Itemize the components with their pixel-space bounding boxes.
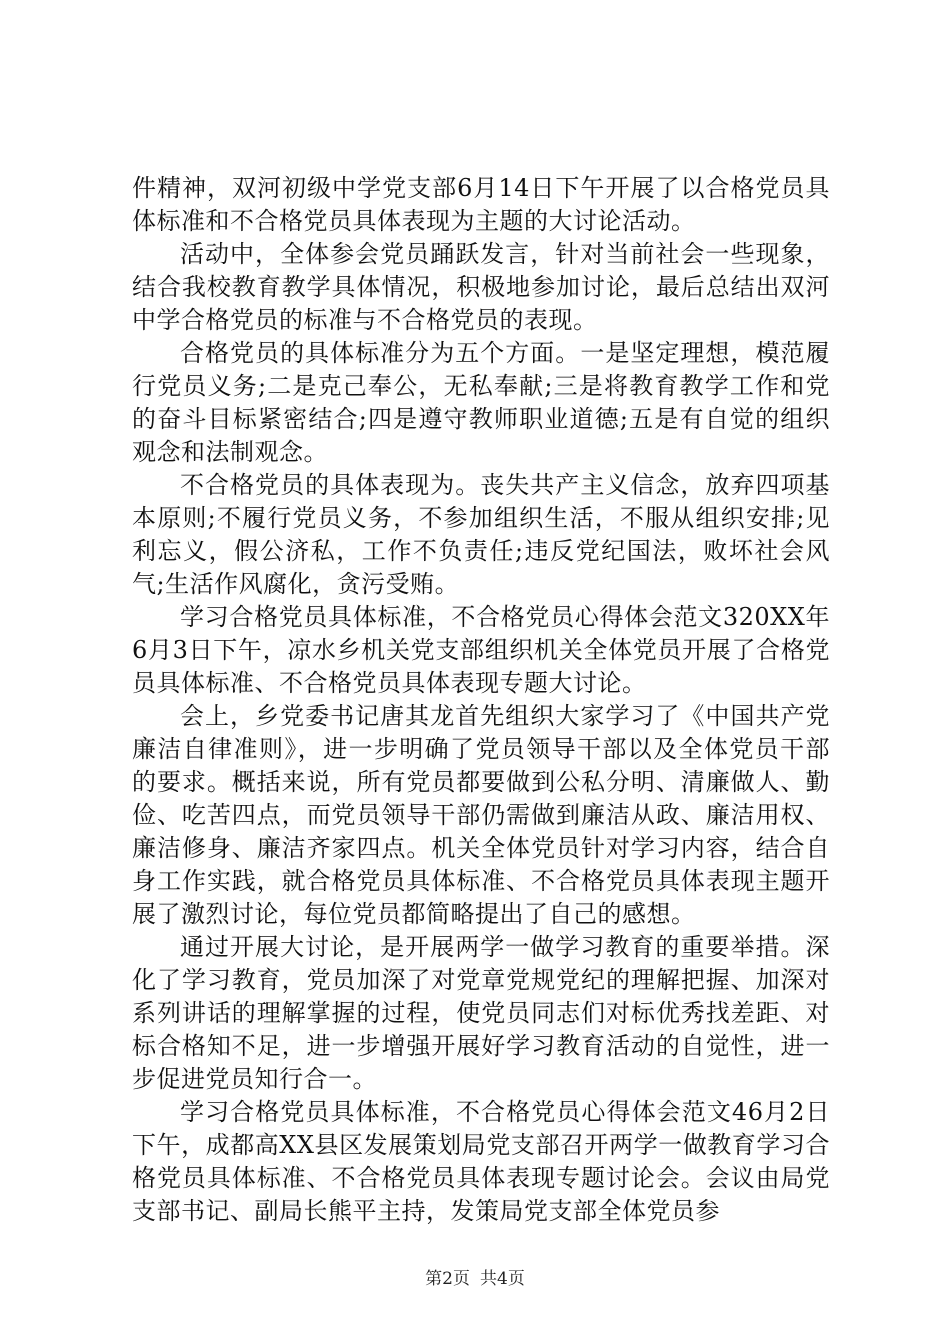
paragraph-6: 会上，乡党委书记唐其龙首先组织大家学习了《中国共产党廉洁自律准则》，进一步明确了党员领导干部以及全体党员干部的要求。概括来说，所有党员都要做到公私分明、清廉做人、勤俭、吃苦四点，而党员领导干部仍需做到廉洁从政、廉洁用权、廉洁修身、廉洁齐家四点。机关全体党员针对学习内容，结合自身工作实践，就合格党员具体标准、不合格党员具体表现主题开展了激烈讨论，每位党员都简略提出了自己的感想。 bbox=[132, 702, 830, 928]
paragraph-2: 活动中，全体参会党员踊跃发言，针对当前社会一些现象，结合我校教育教学具体情况，积极地参加讨论，最后总结出双河中学合格党员的标准与不合格党员的表现。 bbox=[132, 240, 830, 334]
paragraph-3: 合格党员的具体标准分为五个方面。一是坚定理想，模范履行党员义务;二是克己奉公，无私奉献;三是将教育教学工作和党的奋斗目标紧密结合;四是遵守教师职业道德;五是有自觉的组织观念和法制观念。 bbox=[132, 339, 830, 466]
page-footer bbox=[0, 1268, 950, 1290]
paragraph-8: 学习合格党员具体标准，不合格党员心得体会范文46月2日下午，成都高XX县区发展策划局党支部召开两学一做教育学习合格党员具体标准、不合格党员具体表现专题讨论会。会议由局党支部书记、副局长熊平主持，发策局党支部全体党员参 bbox=[132, 1098, 830, 1225]
page-total: 共4页 bbox=[480, 1269, 525, 1289]
paragraph-1: 件精神，双河初级中学党支部6月14日下午开展了以合格党员具体标准和不合格党员具体表现为主题的大讨论活动。 bbox=[132, 174, 830, 235]
page-number: 第2页 bbox=[425, 1269, 470, 1289]
paragraph-4: 不合格党员的具体表现为。丧失共产主义信念，放弃四项基本原则;不履行党员义务，不参加组织生活，不服从组织安排;见利忘义，假公济私，工作不负责任;违反党纪国法，败坏社会风气;生活作风腐化，贪污受贿。 bbox=[132, 471, 830, 598]
paragraph-7: 通过开展大讨论，是开展两学一做学习教育的重要举措。深化了学习教育，党员加深了对党章党规党纪的理解把握、加深对系列讲话的理解掌握的过程，使党员同志们对标优秀找差距、对标合格知不足，进一步增强开展好学习教育活动的自觉性，进一步促进党员知行合一。 bbox=[132, 933, 830, 1093]
paragraph-5: 学习合格党员具体标准，不合格党员心得体会范文320XX年6月3日下午，凉水乡机关党支部组织机关全体党员开展了合格党员具体标准、不合格党员具体表现专题大讨论。 bbox=[132, 603, 830, 697]
document-body bbox=[132, 172, 830, 1228]
